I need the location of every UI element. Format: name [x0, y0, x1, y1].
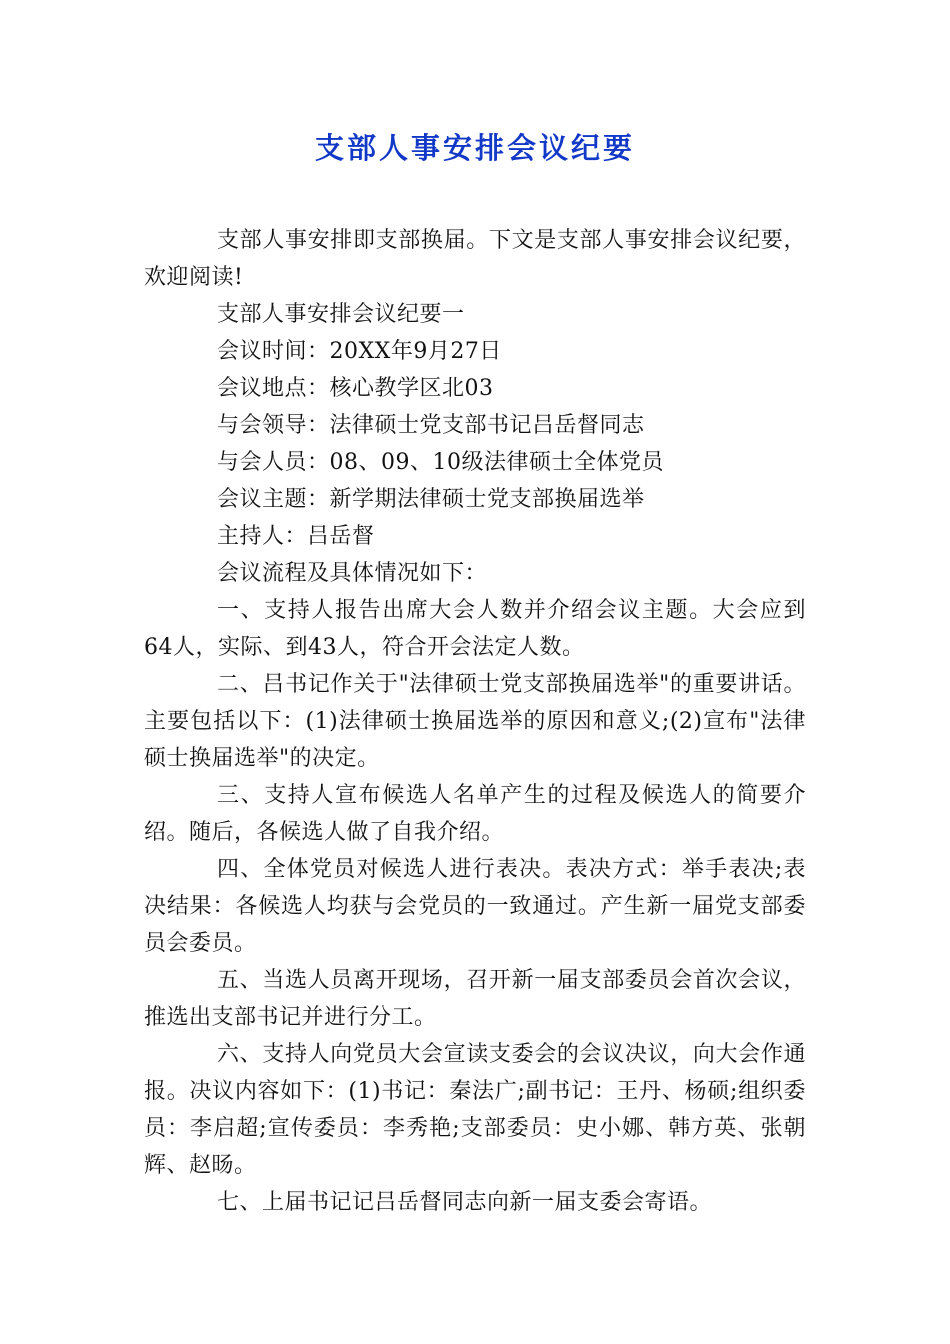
process-item-1: 一、支持人报告出席大会人数并介绍会议主题。大会应到64人，实际、到43人，符合开会法定人数。 — [144, 598, 806, 660]
meeting-attendees: 与会人员：08、09、10级法律硕士全体党员 — [217, 450, 664, 475]
paragraph-heading-1: 支部人事安排会议纪要一 — [217, 302, 465, 327]
process-item-6: 六、支持人向党员大会宣读支委会的会议决议，向大会作通报。决议内容如下：(1)书记：秦法广;副书记：王丹、杨硕;组织委员：李启超;宣传委员：李秀艳;支部委员：史小娜、韩方英、张朝辉、赵旸。 — [144, 1042, 806, 1178]
process-item-3: 三、支持人宣布候选人名单产生的过程及候选人的简要介绍。随后，各候选人做了自我介绍。 — [144, 783, 806, 845]
meeting-process-intro: 会议流程及具体情况如下： — [217, 561, 488, 586]
document-title: 支部人事安排会议纪要 — [314, 131, 635, 165]
process-item-4: 四、全体党员对候选人进行表决。表决方式：举手表决;表决结果：各候选人均获与会党员的一致通过。产生新一届党支部委员会委员。 — [144, 857, 806, 956]
meeting-leader: 与会领导：法律硕士党支部书记吕岳督同志 — [217, 413, 645, 438]
meeting-host: 主持人：吕岳督 — [217, 524, 375, 549]
process-item-5: 五、当选人员离开现场，召开新一届支部委员会首次会议，推选出支部书记并进行分工。 — [144, 968, 806, 1030]
paragraph-intro: 支部人事安排即支部换届。下文是支部人事安排会议纪要，欢迎阅读! — [144, 228, 806, 290]
document-body — [144, 222, 806, 1221]
meeting-location: 会议地点：核心教学区北03 — [217, 376, 494, 401]
meeting-topic: 会议主题：新学期法律硕士党支部换届选举 — [217, 487, 645, 512]
process-item-7: 七、上届书记记吕岳督同志向新一届支委会寄语。 — [217, 1190, 713, 1215]
meeting-time: 会议时间：20XX年9月27日 — [217, 339, 502, 364]
process-item-2: 二、吕书记作关于"法律硕士党支部换届选举"的重要讲话。主要包括以下：(1)法律硕士换届选举的原因和意义;(2)宣布"法律硕士换届选举"的决定。 — [144, 672, 806, 771]
